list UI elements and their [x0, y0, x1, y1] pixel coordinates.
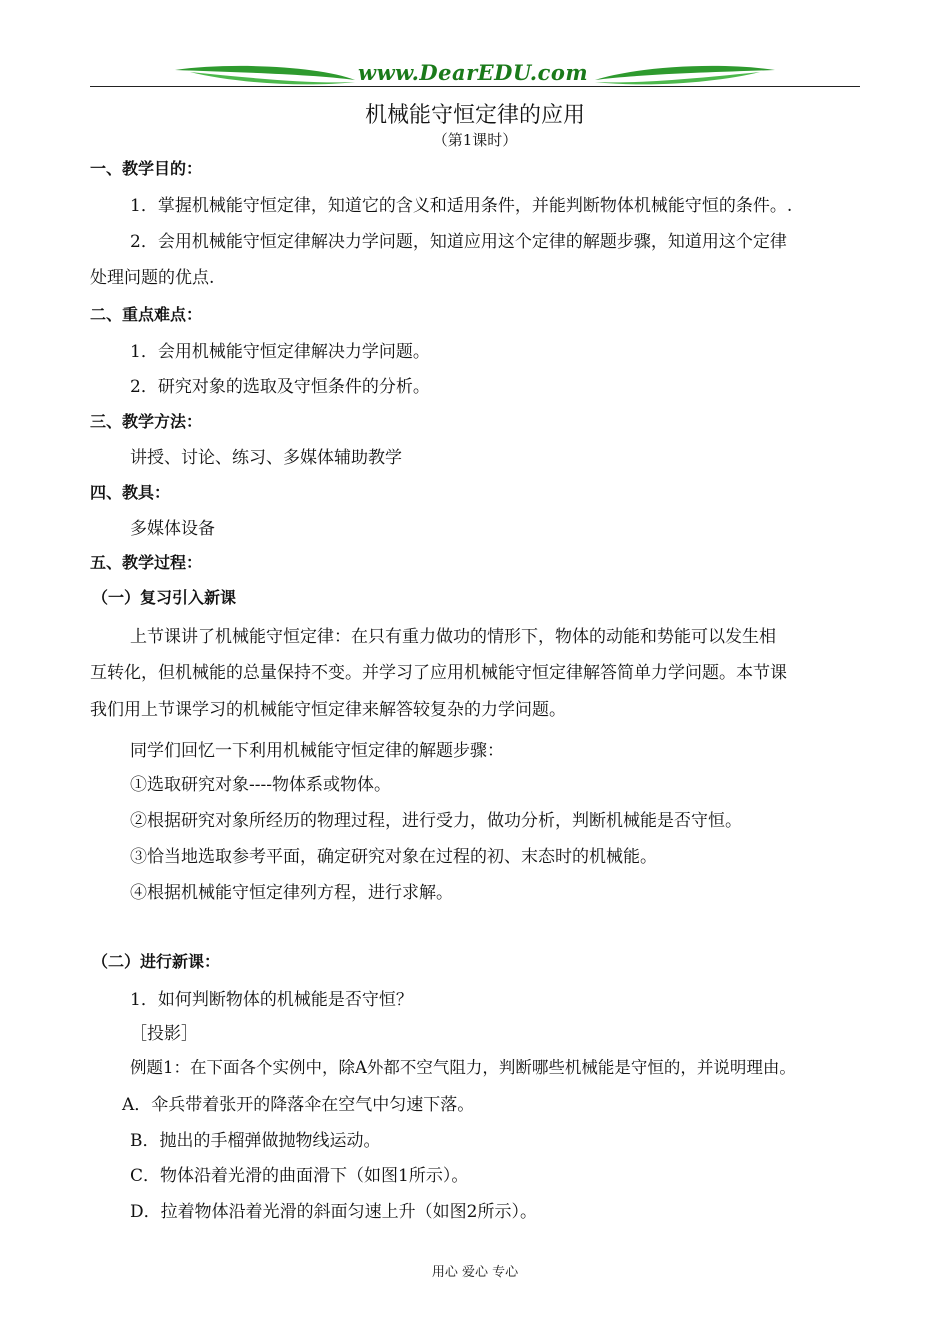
paragraph-review-line-1: 上节课讲了机械能守恒定律：在只有重力做功的情形下，物体的动能和势能可以发生相 — [130, 627, 776, 647]
solving-step-2: ②根据研究对象所经历的物理过程，进行受力，做功分析，判断机械能是否守恒。 — [130, 811, 742, 831]
section-heading-tools: 四、教具： — [90, 483, 171, 502]
paragraph-review-line-4: 同学们回忆一下利用机械能守恒定律的解题步骤： — [130, 741, 504, 761]
paragraph-review-line-3: 我们用上节课学习的机械能守恒定律来解答较复杂的力学问题。 — [90, 700, 566, 720]
solving-step-4: ④根据机械能守恒定律列方程，进行求解。 — [130, 883, 453, 903]
option-d: D．拉着物体沿着光滑的斜面匀速上升（如图2所示）。 — [130, 1202, 537, 1222]
document-title: 机械能守恒定律的应用 — [364, 103, 585, 128]
site-logo — [170, 58, 780, 92]
objective-item-2-line-2: 处理问题的优点. — [90, 268, 215, 288]
option-b: B．抛出的手榴弹做抛物线运动。 — [130, 1131, 381, 1151]
subsection-heading-new-lesson: （二）进行新课： — [92, 952, 221, 971]
section-heading-methods: 三、教学方法： — [90, 412, 203, 431]
key-point-2: 2．研究对象的选取及守恒条件的分析。 — [130, 377, 430, 397]
objective-item-2-line-1: 2．会用机械能守恒定律解决力学问题，知道应用这个定律的解题步骤，知道用这个定律 — [130, 232, 787, 252]
logo-text: www.DearEDU.com — [358, 60, 589, 85]
key-point-1: 1．会用机械能守恒定律解决力学问题。 — [130, 342, 430, 362]
section-heading-process: 五、教学过程： — [90, 553, 203, 572]
section-heading-key-points: 二、重点难点： — [90, 305, 203, 324]
subsection-heading-review: （一）复习引入新课 — [92, 588, 237, 607]
example-1: 例题1：在下面各个实例中，除A外都不空气阻力，判断哪些机械能是守恒的，并说明理由。 — [130, 1058, 796, 1077]
option-c: C．物体沿着光滑的曲面滑下（如图1所示）。 — [130, 1166, 469, 1186]
projection-label: ［投影］ — [130, 1024, 198, 1044]
document-subtitle: （第1课时） — [432, 131, 518, 149]
solving-step-1: ①选取研究对象----物体系或物体。 — [130, 775, 391, 795]
question-1: 1．如何判断物体的机械能是否守恒？ — [130, 990, 413, 1010]
option-a: A．伞兵带着张开的降落伞在空气中匀速下落。 — [122, 1095, 475, 1115]
paragraph-review-line-2: 互转化，但机械能的总量保持不变。并学习了应用机械能守恒定律解答简单力学问题。本节课 — [90, 663, 787, 683]
objective-item-1: 1．掌握机械能守恒定律，知道它的含义和适用条件，并能判断物体机械能守恒的条件。. — [130, 196, 793, 216]
tools-text: 多媒体设备 — [130, 519, 215, 539]
methods-text: 讲授、讨论、练习、多媒体辅助教学 — [130, 448, 402, 468]
solving-step-3: ③恰当地选取参考平面，确定研究对象在过程的初、末态时的机械能。 — [130, 847, 657, 867]
page-footer: 用心 爱心 专心 — [431, 1265, 519, 1280]
section-heading-objectives: 一、教学目的： — [90, 159, 203, 178]
